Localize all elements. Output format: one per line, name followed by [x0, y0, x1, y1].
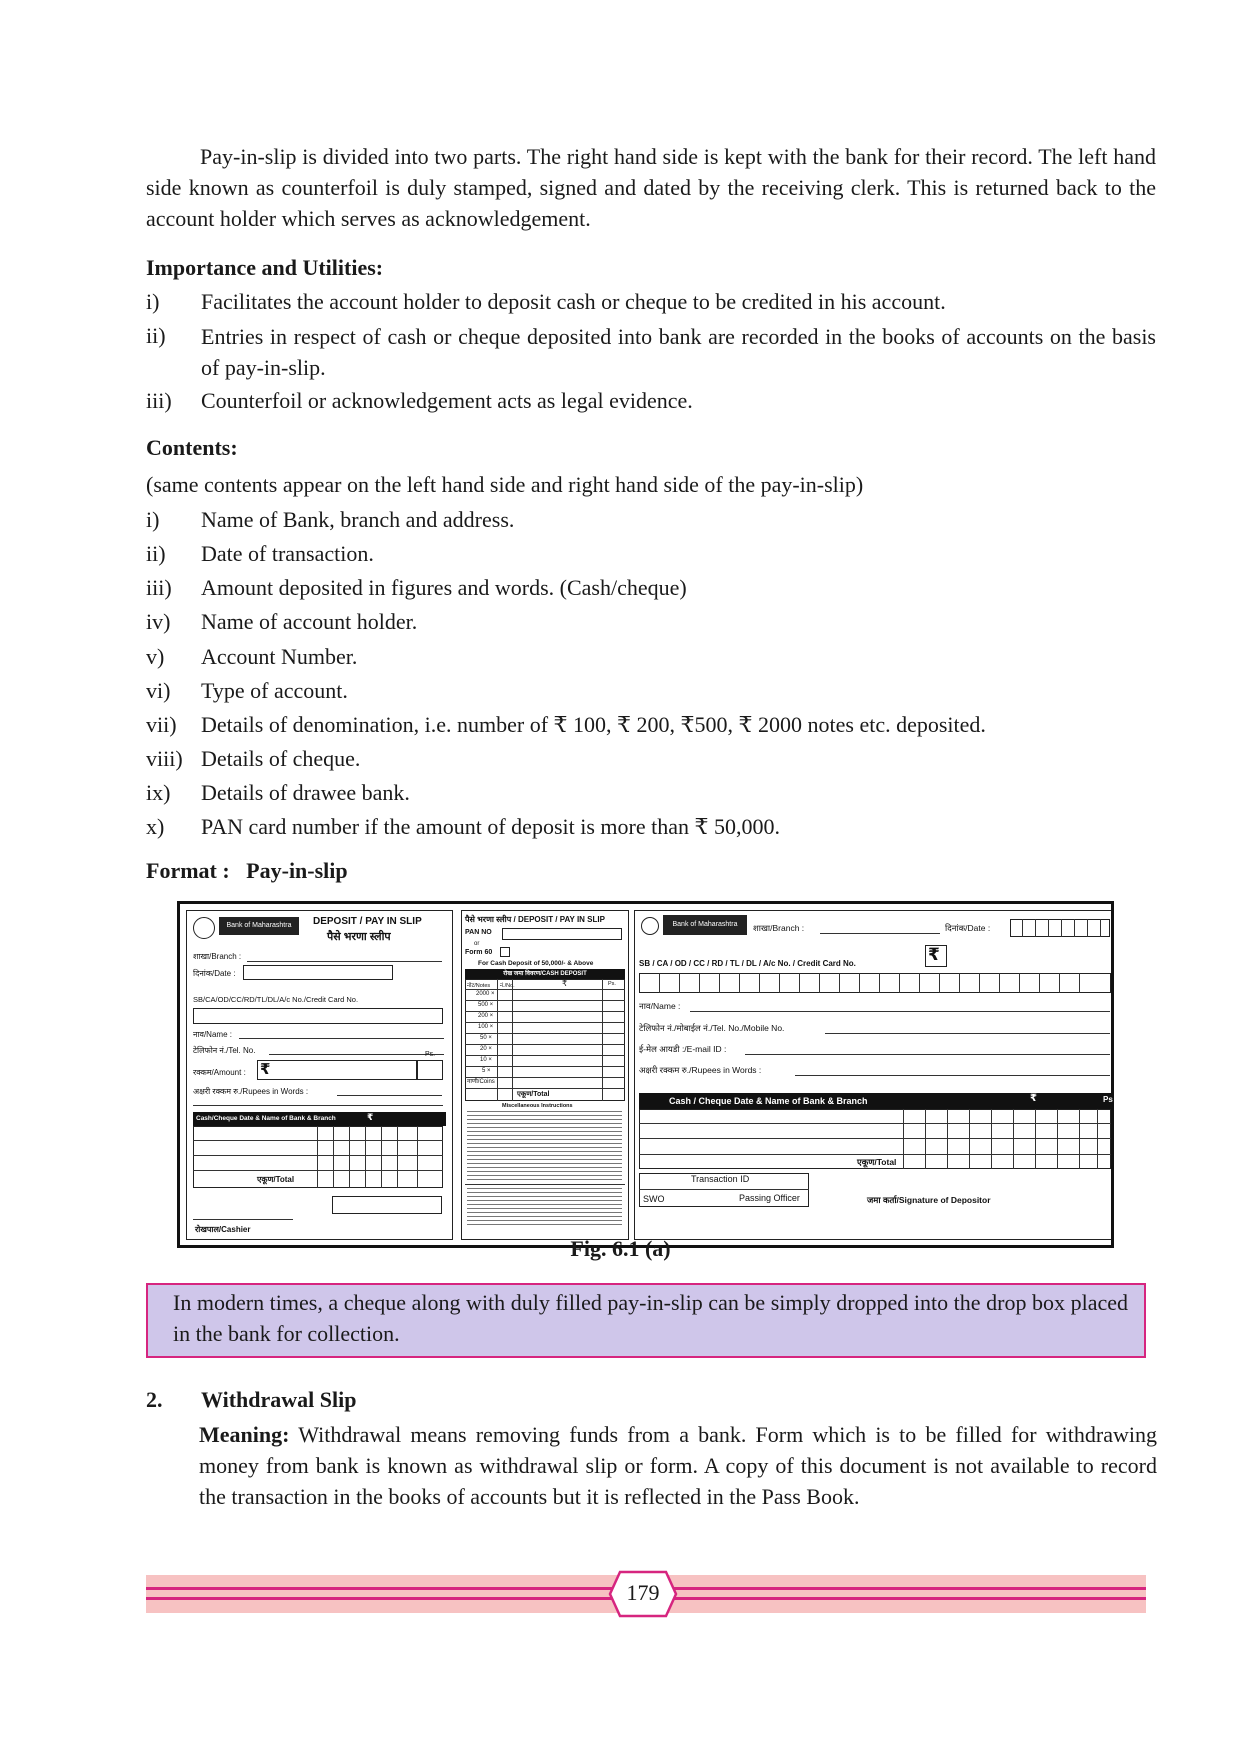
rupees-in-words-label: अक्षरी रक्कम रु./Rupees in Words : [639, 1065, 762, 1075]
format-heading: Format : Pay-in-slip [146, 858, 348, 883]
list-text: Amount deposited in figures and words. (Cash/cheque) [201, 575, 687, 600]
denomination-label: 100 × [478, 1024, 494, 1030]
list-text: PAN card number if the amount of deposit is more than ₹ 50,000. [201, 814, 780, 839]
tel-label: टेलिफोन नं./Tel. No. [193, 1046, 256, 1055]
list-number: ii) [146, 541, 166, 566]
list-text: Details of denomination, i.e. number of ₹ 100, ₹ 200, ₹500, ₹ 2000 notes etc. deposited. [201, 712, 986, 737]
date-label: दिनांक/Date : [193, 969, 236, 978]
list-text: Name of account holder. [201, 609, 418, 634]
list-text: Date of transaction. [201, 541, 374, 566]
bank-logo-icon [193, 917, 215, 939]
col-notes: नोट/Notes [467, 983, 491, 989]
date-field[interactable] [1010, 919, 1110, 937]
pay-in-slip-form [177, 901, 1114, 1248]
ps-header: Ps [1103, 1095, 1113, 1104]
cheque-header: Cash / Cheque Date & Name of Bank & Branch [639, 1093, 1111, 1109]
middle-total: एकूण/Total [517, 1091, 550, 1098]
rs-header: ₹ [367, 1112, 374, 1122]
slip-title-hi: पैसे भरणा स्लीप [327, 931, 391, 943]
list-text: Type of account. [201, 678, 348, 703]
denomination-label: 2000 × [476, 991, 495, 997]
list-number: vi) [146, 678, 171, 703]
bank-name: Bank of Maharashtra [219, 917, 299, 935]
instructions-text [467, 1111, 622, 1181]
list-number: ii) [146, 323, 166, 348]
denomination-label: 10 × [480, 1057, 492, 1063]
name-label: नाव/Name : [193, 1030, 232, 1039]
list-number: vii) [146, 712, 177, 737]
passing-officer-label: Passing Officer [739, 1193, 800, 1203]
amount-field[interactable] [257, 1060, 417, 1080]
contents-note: (same contents appear on the left hand side and right hand side of the pay-in-slip) [146, 472, 864, 497]
meaning-label: Meaning: [199, 1422, 290, 1447]
list-number: v) [146, 644, 165, 669]
denomination-section [461, 910, 629, 1240]
denomination-label: 200 × [478, 1013, 494, 1019]
instructions-title: Miscellaneous Instructions [502, 1103, 573, 1109]
list-text: Details of drawee bank. [201, 780, 410, 805]
denomination-label: 20 × [480, 1046, 492, 1052]
list-number: iii) [146, 575, 172, 600]
rs-header: ₹ [1030, 1093, 1037, 1104]
branch-label: शाखा/Branch : [193, 952, 242, 961]
date-field[interactable] [243, 965, 393, 980]
intro-paragraph: Pay-in-slip is divided into two parts. The right hand side is kept with the bank for their record. The left hand side known as counterfoil is duly stamped, signed and dated by the receiving clerk. This is returned back to the account holder which serves as acknowledgement. [146, 144, 1156, 231]
bank-name: Bank of Maharashtra [663, 915, 747, 935]
transaction-id-label: Transaction ID [691, 1174, 750, 1184]
list-number: iii) [146, 388, 172, 413]
list-number: x) [146, 814, 165, 839]
or-label: or [474, 941, 480, 947]
swo-label: SWO [643, 1194, 665, 1204]
meaning-paragraph [199, 1419, 1157, 1512]
signature-label: जमा कर्ता/Signature of Depositor [867, 1195, 991, 1205]
list-text: Entries in respect of cash or cheque deposited into bank are recorded in the books of accounts on the basis of pay-in-slip. [201, 324, 1156, 380]
list-number: ix) [146, 780, 171, 805]
cheque-header: Cash/Cheque Date & Name of Bank & Branch [193, 1112, 446, 1126]
cashier-label: रोखपाल/Cashier [195, 1225, 251, 1234]
col-rs: ₹ [562, 979, 568, 988]
name-label: नाव/Name : [639, 1001, 681, 1011]
denomination-label: 50 × [480, 1035, 492, 1041]
cash-deposit-bar: रोख जमा विवरण/CASH DEPOSIT [465, 969, 625, 979]
pan-label: PAN NO [465, 929, 492, 936]
list-number: viii) [146, 746, 183, 771]
col-ps: Ps. [608, 981, 616, 987]
main-slip-section [634, 910, 1111, 1240]
note-text: In modern times, a cheque along with duly filled pay-in-slip can be simply dropped into the drop box placed in the bank for collection. [173, 1290, 1128, 1346]
denomination-label: नाणी/Coins [467, 1079, 495, 1085]
slip-title-en: DEPOSIT / PAY IN SLIP [313, 916, 422, 927]
list-number: iv) [146, 609, 171, 634]
rupees-in-words-label: अक्षरी रक्कम रु./Rupees in Words : [193, 1087, 309, 1096]
ps-label: Ps. [425, 1051, 436, 1058]
figure-caption: Fig. 6.1 (a) [570, 1236, 671, 1261]
account-types: SB / CA / OD / CC / RD / TL / DL / A/c No. / Credit Card No. [639, 959, 856, 968]
section-title: Withdrawal Slip [201, 1387, 357, 1412]
list-number: i) [146, 289, 160, 314]
account-number-field[interactable] [639, 973, 1111, 993]
denomination-label: 5 × [482, 1068, 491, 1074]
bank-logo-icon [641, 917, 659, 935]
total-label: एकूण/Total [257, 1175, 295, 1184]
meaning-text: Withdrawal means removing funds from a bank. Form which is to be filled for withdrawing money from bank is known as withdrawal slip or form. A copy of this document is not available to record the transaction in the books of accounts but it is reflected in the Pass Book. [199, 1422, 1157, 1509]
form60-label: Form 60 [465, 949, 493, 956]
notes-text [467, 1188, 622, 1228]
form60-checkbox[interactable] [500, 947, 510, 957]
list-text: Counterfoil or acknowledgement acts as legal evidence. [201, 388, 693, 413]
list-text: Account Number. [201, 644, 358, 669]
list-text: Facilitates the account holder to deposit cash or cheque to be credited in his account. [201, 289, 946, 314]
email-label: ई-मेल आयडी :/E-mail ID : [639, 1044, 727, 1054]
list-text: Name of Bank, branch and address. [201, 507, 515, 532]
pan-field[interactable] [502, 928, 622, 940]
cashier-stamp-box [332, 1196, 442, 1214]
counterfoil-section [186, 910, 453, 1240]
total-label: एकूण/Total [857, 1157, 897, 1167]
contents-heading: Contents: [146, 435, 238, 460]
rupee-icon: ₹ [928, 945, 940, 964]
middle-title: पैसे भरणा स्लीप / DEPOSIT / PAY IN SLIP [465, 915, 605, 924]
section-number: 2. [146, 1387, 163, 1412]
list-text: Details of cheque. [201, 746, 361, 771]
account-number-field[interactable] [193, 1008, 443, 1024]
cash-deposit-note: For Cash Deposit of 50,000/- & Above [478, 960, 594, 967]
list-number: i) [146, 507, 160, 532]
denomination-label: 500 × [478, 1002, 494, 1008]
col-no: नं./No. [500, 983, 515, 989]
tel-label: टेलिफोन नं./मोबाईल नं./Tel. No./Mobile No. [639, 1023, 785, 1033]
branch-label: शाखा/Branch : [753, 923, 805, 933]
importance-heading: Importance and Utilities: [146, 255, 384, 280]
page-number: 179 [626, 1580, 660, 1605]
date-label: दिनांक/Date : [945, 923, 991, 933]
rupee-icon: ₹ [260, 1061, 271, 1078]
account-types: SB/CA/OD/CC/RD/TL/DL/A/c No./Credit Card No. [193, 995, 359, 1004]
amount-label: रक्कम/Amount : [193, 1068, 246, 1077]
